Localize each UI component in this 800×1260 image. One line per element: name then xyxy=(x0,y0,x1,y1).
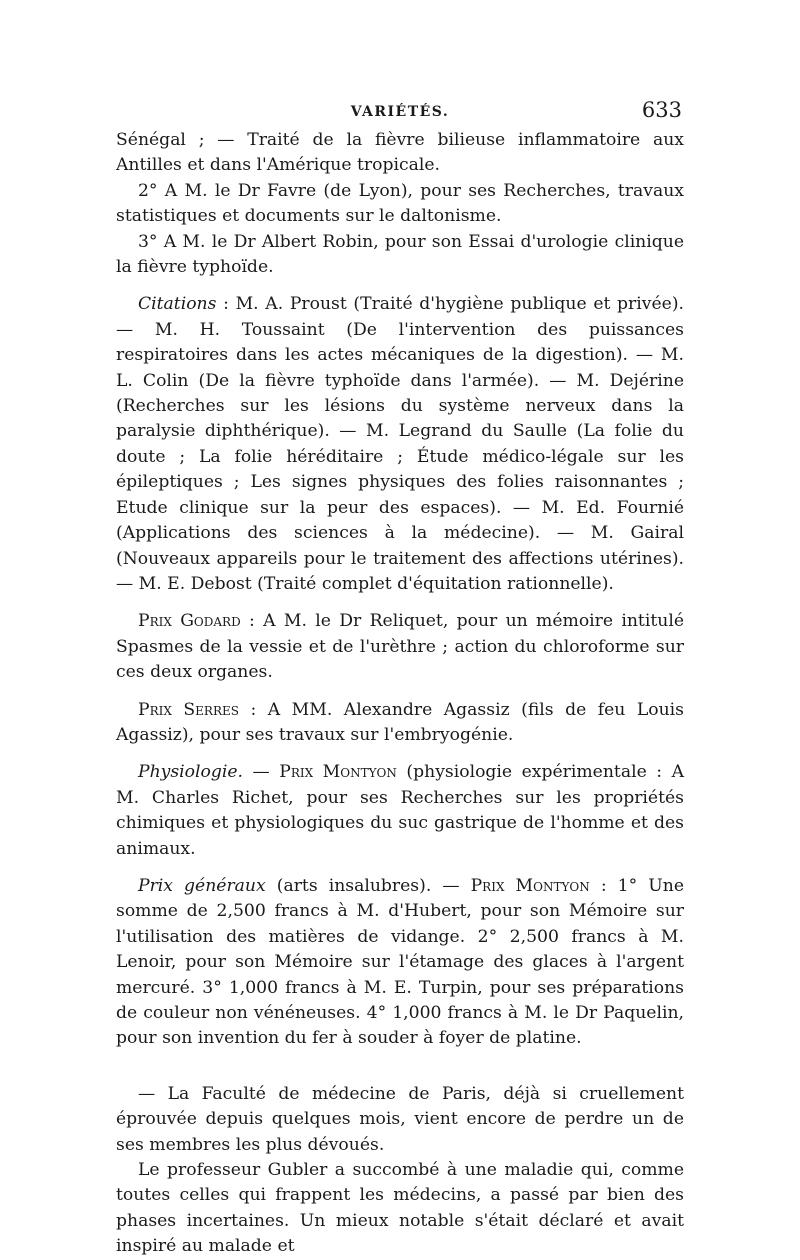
prix-godard-label: Prix Godard xyxy=(138,611,241,632)
physiologie-label: Physiologie. xyxy=(138,762,243,783)
prix-generaux-prize: Prix Montyon xyxy=(470,875,590,896)
page-body xyxy=(116,128,684,1260)
paragraph-favre: 2° A M. le Dr Favre (de Lyon), pour ses Recherches, travaux statistiques et documents sur le daltonisme. xyxy=(116,180,684,227)
paragraph-prix-serres xyxy=(116,698,684,749)
citations-text: : M. A. Proust (Traité d'hygiène publique et privée). — M. H. Toussaint (De l'intervention des puissances respiratoires dans les actes mécaniques de la digestion). — M. L. Colin (De la fièvre typhoïde dans l'armée). — M. Dejérine (Recherches sur les lésions du système nerveux dans la paralysie diphthérique). — M. Legrand du Saulle (La folie du doute ; La folie héréditaire ; Étude médico-légale sur les épileptiques ; Les signes physiques des folies raisonnantes ; Etude clinique sur la peur des espaces). — M. Ed. Fournié (Applications des sciences à la médecine). — M. Gairal (Nouveaux appareils pour le traitement des affections utérines). — M. E. Debost (Traité complet d'équitation rationnelle). xyxy=(116,294,684,594)
paragraph-physiologie xyxy=(116,760,684,862)
paragraph-faculte: — La Faculté de médecine de Paris, déjà si cruellement éprouvée depuis quelques mois, vient encore de perdre un de ses membres les plus dévoués. xyxy=(116,1083,684,1155)
page-header xyxy=(116,98,684,128)
physiologie-dash: — xyxy=(243,762,280,783)
citations-label: Citations xyxy=(138,294,217,315)
paragraph-senegal: Sénégal ; — Traité de la fièvre bilieuse inflammatoire aux Antilles et dans l'Amérique tropicale. xyxy=(116,130,684,176)
prix-serres-text: : A MM. Alexandre Agassiz (fils de feu Louis Agassiz), pour ses travaux sur l'embryogénie. xyxy=(116,699,685,745)
prix-godard-text: : A M. le Dr Reliquet, pour un mémoire intitulé Spasmes de la vessie et de l'urèthre ; action du chloroforme sur ces deux organes. xyxy=(116,611,684,683)
paragraph-citations xyxy=(116,292,684,597)
paragraph-gubler: Le professeur Gubler a succombé à une maladie qui, comme toutes celles qui frappent les médecins, a passé par bien des phases incertaines. Un mieux notable s'était déclaré et avait inspiré au malade et xyxy=(116,1160,684,1257)
prix-serres-label: Prix Serres xyxy=(138,699,239,720)
paragraph-prix-generaux xyxy=(116,874,684,1052)
prix-generaux-text1: (arts insalubres). — xyxy=(265,875,471,896)
physiologie-text: (physiologie expérimentale : A M. Charles Richet, pour ses Recherches sur les propriétés chimiques et physiologiques du suc gastrique de l'homme et des animaux. xyxy=(116,762,685,859)
prix-generaux-text2: : 1° Une somme de 2,500 francs à M. d'Hubert, pour son Mémoire sur l'utilisation des matières de vidange. 2° 2,500 francs à M. Lenoir, pour son Mémoire sur l'étamage des glaces à l'argent mercuré. 3° 1,000 francs à M. E. Turpin, pour ses préparations de couleur non vénéneuses. 4° 1,000 francs à M. le Dr Paquelin, pour son invention du fer à souder à foyer de platine. xyxy=(116,875,685,1049)
prix-generaux-label: Prix généraux xyxy=(138,875,266,896)
physiologie-prize: Prix Montyon xyxy=(279,762,397,783)
page-number: 633 xyxy=(641,98,682,122)
running-title: VARIÉTÉS. xyxy=(350,104,450,120)
paragraph-prix-godard xyxy=(116,609,684,685)
paragraph-robin: 3° A M. le Dr Albert Robin, pour son Essai d'urologie clinique la fièvre typhoïde. xyxy=(116,231,684,278)
